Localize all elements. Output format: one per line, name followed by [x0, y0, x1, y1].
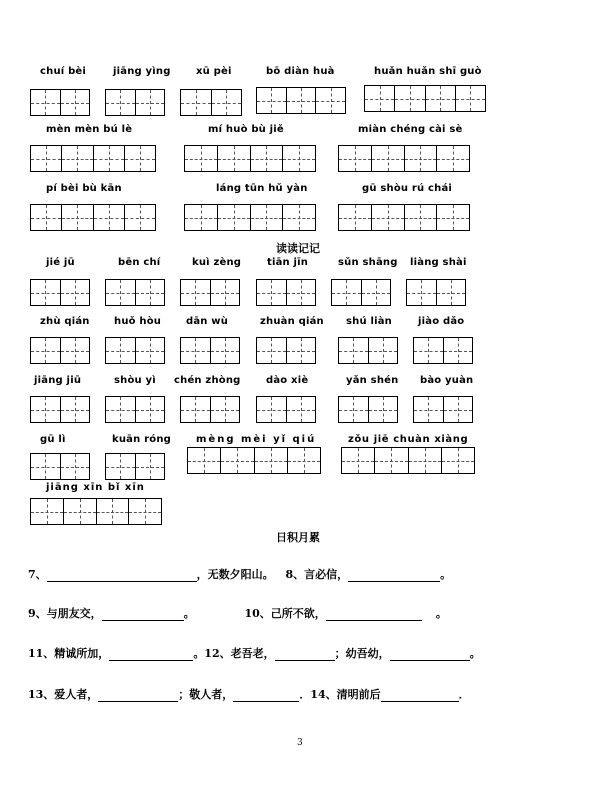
char-grid[interactable] [256, 87, 346, 114]
pinyin-label: bào yuàn [420, 375, 474, 386]
pinyin-label: zhù qián [40, 316, 90, 327]
char-grid[interactable] [338, 145, 470, 172]
fill-line-9-10: 9、与朋友交， 。 10、己所不欲， 。 [28, 607, 447, 620]
pinyin-label: kuān róng [112, 434, 171, 445]
char-grid[interactable] [256, 337, 316, 364]
pinyin-label: gū shòu rú chái [362, 183, 453, 194]
pinyin-label: huǎn huǎn shī guò [374, 66, 482, 77]
fill-line-11-12: 11、精诚所加， 。12、老吾老， ；幼吾幼， 。 [28, 647, 481, 660]
fill-line-13-14: 13、爱人者， ；敬人者， ．14、清明前后 ． [28, 688, 470, 701]
char-grid[interactable] [30, 498, 162, 525]
char-grid[interactable] [331, 279, 391, 306]
char-grid[interactable] [30, 453, 90, 480]
pinyin-label: shòu yì [114, 375, 156, 386]
pinyin-label: láng tūn hǔ yàn [216, 183, 308, 194]
char-grid[interactable] [364, 85, 486, 112]
pinyin-label: sǔn shāng [338, 257, 398, 268]
char-grid[interactable] [256, 279, 316, 306]
char-grid[interactable] [338, 337, 398, 364]
pinyin-label: chuí bèi [40, 66, 87, 77]
char-grid[interactable] [187, 447, 321, 474]
char-grid[interactable] [184, 145, 316, 172]
char-grid[interactable] [180, 89, 242, 116]
char-grid[interactable] [413, 337, 473, 364]
char-grid[interactable] [30, 145, 156, 172]
pinyin-label: jiào dǎo [418, 316, 465, 327]
pinyin-label: mí huò bù jiě [208, 124, 284, 135]
char-grid[interactable] [105, 396, 165, 423]
pinyin-label: liàng shài [410, 257, 467, 268]
char-grid[interactable] [105, 453, 165, 480]
char-grid[interactable] [105, 89, 165, 116]
char-grid[interactable] [180, 337, 240, 364]
pinyin-label: shú liàn [346, 316, 392, 327]
pinyin-label: zǒu jiē chuàn xiàng [348, 434, 469, 445]
answer-blank[interactable] [109, 648, 193, 661]
pinyin-label: gū lì [40, 434, 66, 445]
answer-blank[interactable] [47, 569, 197, 582]
pinyin-label: jiāng jiū [34, 375, 82, 386]
char-grid[interactable] [180, 279, 240, 306]
pinyin-label: miàn chéng cài sè [358, 124, 463, 135]
char-grid[interactable] [406, 279, 466, 306]
section-heading: 日积月累 [276, 531, 320, 544]
pinyin-label: jiāng xīn bǐ xīn [46, 482, 145, 493]
char-grid[interactable] [341, 447, 475, 474]
page-number: 3 [297, 738, 303, 748]
fill-line-7-8: 7、 ，无数夕阳山。 8、言必信， 。 [28, 568, 452, 581]
char-grid[interactable] [30, 396, 90, 423]
answer-blank[interactable] [381, 689, 459, 702]
pinyin-label: jié jū [46, 257, 75, 268]
pinyin-label: bō diàn huà [266, 66, 335, 77]
pinyin-label: dào xiè [266, 375, 309, 386]
pinyin-label: kuì zèng [192, 257, 242, 268]
answer-blank[interactable] [390, 648, 470, 661]
char-grid[interactable] [30, 337, 90, 364]
section-heading: 读读记记 [276, 242, 320, 255]
answer-blank[interactable] [326, 608, 422, 621]
answer-blank[interactable] [275, 648, 335, 661]
answer-blank[interactable] [233, 689, 299, 702]
pinyin-label: jiāng yìng [113, 66, 171, 77]
char-grid[interactable] [338, 204, 470, 231]
char-grid[interactable] [105, 337, 165, 364]
answer-blank[interactable] [348, 569, 440, 582]
char-grid[interactable] [256, 396, 316, 423]
answer-blank[interactable] [98, 689, 178, 702]
char-grid[interactable] [338, 396, 398, 423]
pinyin-label: dān wù [186, 316, 229, 327]
char-grid[interactable] [30, 204, 156, 231]
pinyin-label: yǎn shén [346, 375, 399, 386]
pinyin-label: mèn mèn bú lè [46, 124, 133, 135]
pinyin-label: zhuàn qián [260, 316, 324, 327]
pinyin-label: mèng mèi yǐ qiú [196, 434, 317, 445]
pinyin-label: tiān jīn [267, 257, 309, 268]
char-grid[interactable] [413, 396, 473, 423]
pinyin-label: huǒ hòu [114, 316, 162, 327]
char-grid[interactable] [30, 279, 90, 306]
answer-blank[interactable] [102, 608, 184, 621]
pinyin-label: xū pèi [196, 66, 232, 77]
pinyin-label: pí bèi bù kān [46, 183, 122, 194]
char-grid[interactable] [105, 279, 165, 306]
char-grid[interactable] [30, 89, 90, 116]
pinyin-label: chén zhòng [174, 375, 241, 386]
char-grid[interactable] [184, 204, 316, 231]
pinyin-label: bēn chí [118, 257, 161, 268]
char-grid[interactable] [180, 396, 240, 423]
